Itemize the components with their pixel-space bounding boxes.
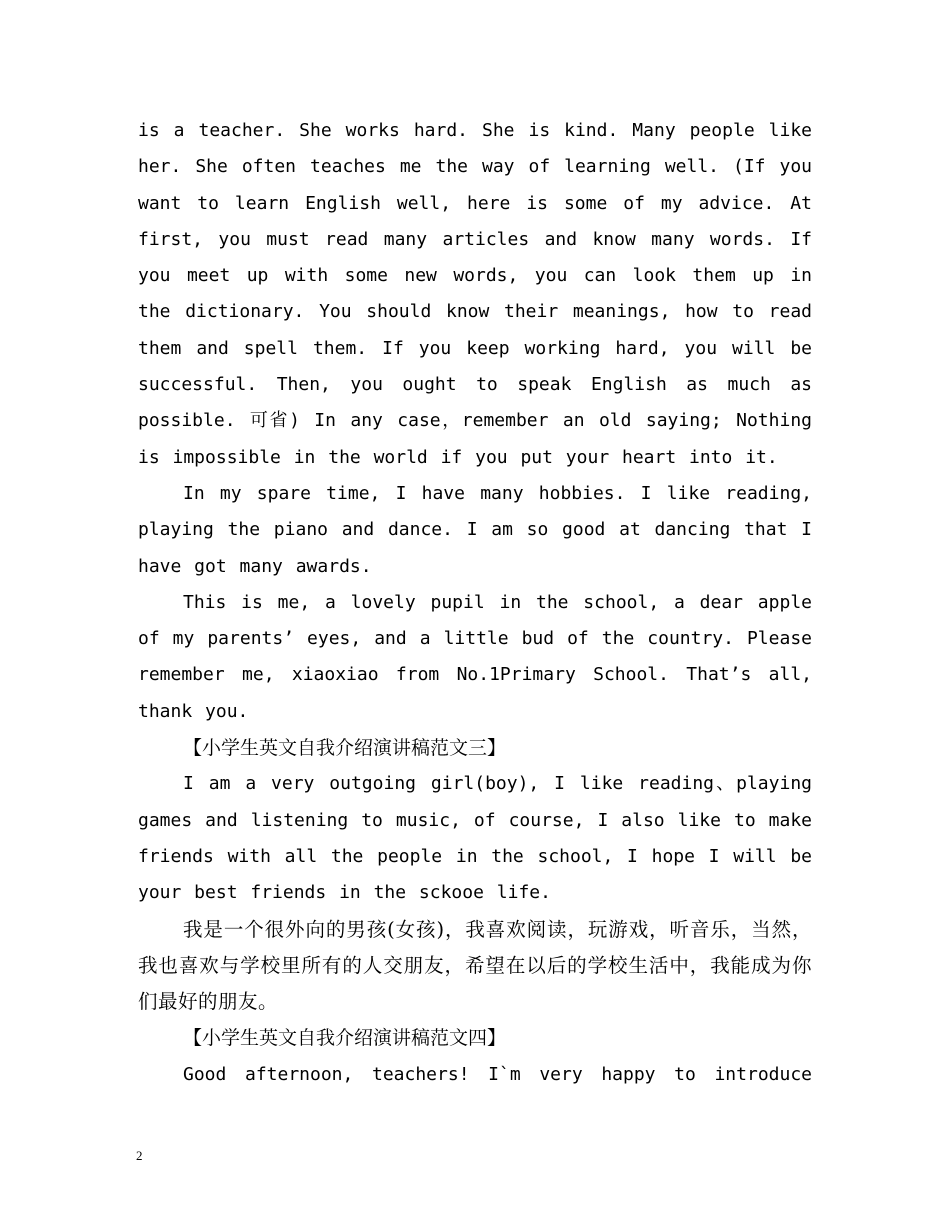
section-heading-sample-four: 【小学生英文自我介绍演讲稿范文四】 (183, 1027, 507, 1050)
section-heading-sample-three: 【小学生英文自我介绍演讲稿范文三】 (183, 737, 507, 760)
paragraph-outgoing-english: I am a very outgoing girl(boy), I like reading、playing games and listening to music, of course, I also like to make friends with all the people in the school, I hope I will be your best friends in the sckooe life. (138, 773, 812, 904)
paragraph-outgoing-chinese: 我是一个很外向的男孩(女孩)，我喜欢阅读，玩游戏，听音乐，当然，我也喜欢与学校里所有的人交朋友，希望在以后的学校生活中，我能成为你们最好的朋友。 (138, 917, 812, 1014)
body-text (138, 113, 812, 1093)
paragraph-teacher-advice: is a teacher. She works hard. She is kind. Many people like her. She often teaches me the way of learning well. (If you want to learn English well, here is some of my advice. At first, you must read many articles and know many words. If you meet up with some new words, you can look them up in the dictionary. You should know their meanings, how to read them and spell them. If you keep working hard, you will be successful. Then, you ought to speak English as much as possible. 可省) In any case，remember an old saying; Nothing is impossible in the world if you put your heart into it. (138, 120, 812, 468)
paragraph-greeting: Good afternoon, teachers! I`m very happy to introduce (183, 1063, 812, 1085)
paragraph-hobbies: In my spare time, I have many hobbies. I like reading, playing the piano and dance. I am so good at dancing that I have got many awards. (138, 482, 812, 577)
page-number: 2 (136, 1148, 143, 1163)
paragraph-closing: This is me, a lovely pupil in the school, a dear apple of my parents’ eyes, and a little bud of the country. Please remember me, xiaoxiao from No.1Primary School. That’s all, thank you. (138, 591, 812, 722)
